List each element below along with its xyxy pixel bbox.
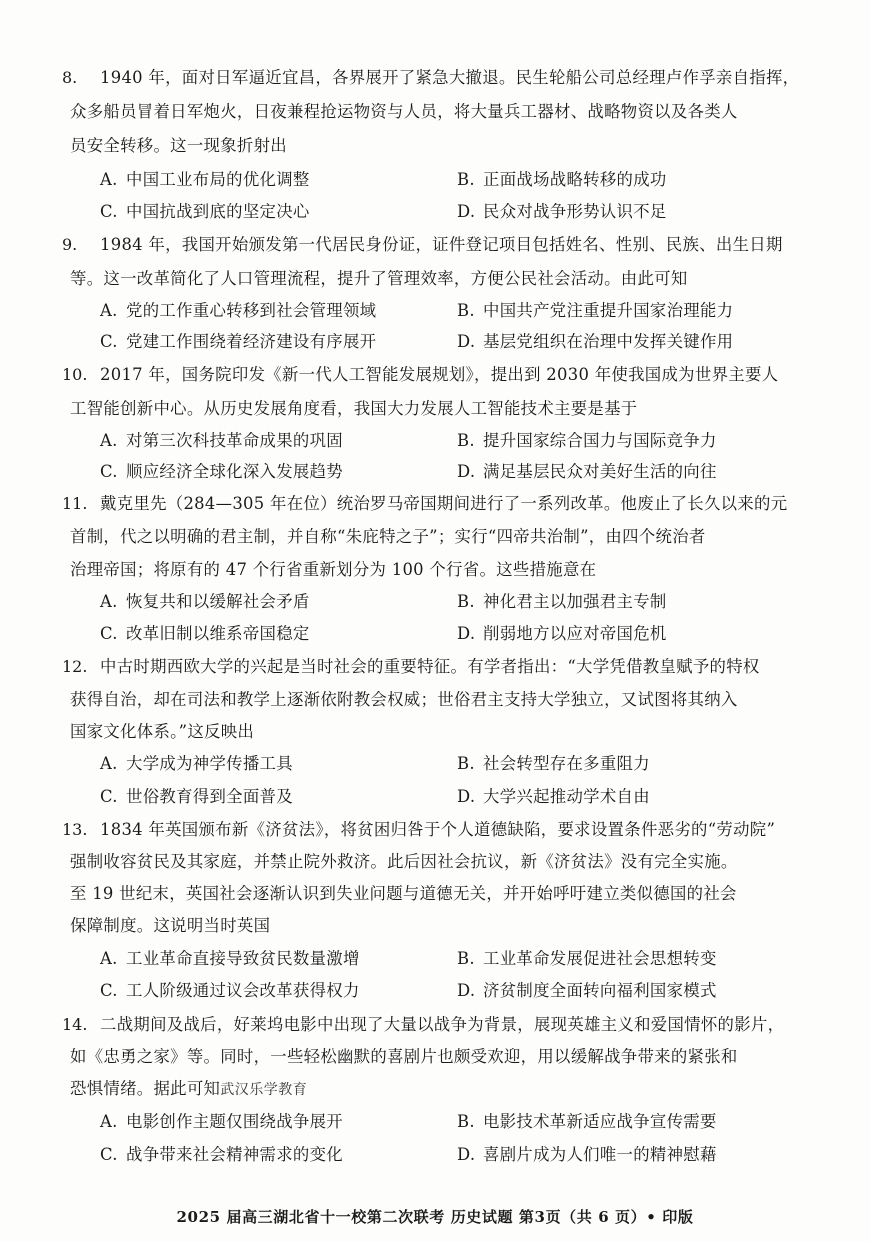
option-b: B. 正面战场战略转移的成功 [457,170,667,189]
question-text-line: 1834 年英国颁布新《济贫法》，将贫困归咎于个人道德缺陷，要求设置条件恶劣的“劳动院” [100,820,776,839]
option-d: D. 削弱地方以应对帝国危机 [457,624,667,643]
option-a: A. 恢复共和以缓解社会矛盾 [100,592,310,611]
watermark-stamp: 武汉乐学教育 [220,1082,308,1098]
option-b: B. 社会转型存在多重阻力 [457,754,650,773]
option-c: C. 中国抗战到底的坚定决心 [100,202,310,221]
option-a: A. 大学成为神学传播工具 [100,754,293,773]
option-a: A. 工业革命直接导致贫民数量激增 [100,949,360,968]
question-text-line: 等。这一改革简化了人口管理流程，提升了管理效率，方便公民社会活动。由此可知 [70,269,688,288]
question-text-line: 戴克里先（284—305 年在位）统治罗马帝国期间进行了一系列改革。他废止了长久以来的元 [100,494,788,513]
option-d: D. 满足基层民众对美好生活的向往 [457,462,717,481]
question-text-line: 至 19 世纪末，英国社会逐渐认识到失业问题与道德无关，并开始呼吁建立类似德国的社会 [70,884,737,903]
question-text-line: 如《忠勇之家》等。同时，一些轻松幽默的喜剧片也颇受欢迎，用以缓解战争带来的紧张和 [70,1047,738,1066]
option-d: D. 民众对战争形势认识不足 [457,202,667,221]
question-text-line: 员安全转移。这一现象折射出 [70,136,287,155]
question-text-line: 2017 年，国务院印发《新一代人工智能发展规划》，提出到 2030 年使我国成为世界主要人 [100,365,779,384]
option-b: B. 神化君主以加强君主专制 [457,592,667,611]
question-text-line: 首制，代之以明确的君主制，并自称“朱庇特之子”；实行“四帝共治制”，由四个统治者 [70,527,706,546]
option-d: D. 大学兴起推动学术自由 [457,787,650,806]
option-a: A. 对第三次科技革命成果的巩固 [100,431,343,450]
option-c: C. 战争带来社会精神需求的变化 [100,1145,343,1164]
question-number: 9. [62,235,78,254]
option-c: C. 顺应经济全球化深入发展趋势 [100,462,343,481]
question-text-line: 工智能创新中心。从历史发展角度看，我国大力发展人工智能技术主要是基于 [70,399,638,418]
option-d: D. 基层党组织在治理中发挥关键作用 [457,332,734,351]
option-c: C. 世俗教育得到全面普及 [100,787,293,806]
option-b: B. 提升国家综合国力与国际竞争力 [457,431,717,450]
option-b: B. 工业革命发展促进社会思想转变 [457,949,717,968]
question-number: 12. [62,657,88,676]
question-text-line: 强制收容贫民及其家庭，并禁止院外救济。此后因社会抗议，新《济贫法》没有完全实施。 [70,852,738,871]
option-c: C. 党建工作围绕着经济建设有序展开 [100,332,377,351]
option-d: D. 济贫制度全面转向福利国家模式 [457,981,717,1000]
question-number: 14. [62,1015,88,1034]
question-number: 10. [62,365,88,384]
question-number: 8. [62,68,78,87]
option-b: B. 电影技术革新适应战争宣传需要 [457,1112,717,1131]
option-c: C. 改革旧制以维系帝国稳定 [100,624,310,643]
question-text-line: 众多船员冒着日军炮火，日夜兼程抢运物资与人员，将大量兵工器材、战略物资以及各类人 [70,102,738,121]
option-c: C. 工人阶级通过议会改革获得权力 [100,981,360,1000]
question-text-line: 国家文化体系。”这反映出 [70,722,255,741]
option-a: A. 电影创作主题仅围绕战争展开 [100,1112,343,1131]
question-text-line: 保障制度。这说明当时英国 [70,916,271,935]
question-number: 11. [62,494,88,513]
question-text-line: 中古时期西欧大学的兴起是当时社会的重要特征。有学者指出：“大学凭借教皇赋予的特权 [100,657,760,676]
option-b: B. 中国共产党注重提升国家治理能力 [457,301,734,320]
question-text-line: 1984 年，我国开始颁发第一代居民身份证，证件登记项目包括姓名、性别、民族、出生日期 [100,235,783,254]
question-number: 13. [62,820,88,839]
question-text-line: 获得自治，却在司法和教学上逐渐依附教会权威；世俗君主支持大学独立，又试图将其纳入 [70,690,738,709]
option-a: A. 党的工作重心转移到社会管理领域 [100,301,377,320]
question-text-line: 1940 年，面对日军逼近宜昌，各界展开了紧急大撤退。民生轮船公司总经理卢作孚亲自指挥， [100,68,800,87]
question-text-line: 治理帝国；将原有的 47 个行省重新划分为 100 个行省。这些措施意在 [70,560,597,579]
option-d: D. 喜剧片成为人们唯一的精神慰藉 [457,1145,717,1164]
option-a: A. 中国工业布局的优化调整 [100,170,310,189]
question-text-line: 恐惧情绪。据此可知武汉乐学教育 [70,1079,308,1098]
page-footer: 2025 届高三湖北省十一校第二次联考 历史试题 第3页（共 6 页）• 印版 [176,1208,694,1226]
question-text-line: 二战期间及战后，好莱坞电影中出现了大量以战争为背景，展现英雄主义和爱国情怀的影片， [100,1015,785,1034]
